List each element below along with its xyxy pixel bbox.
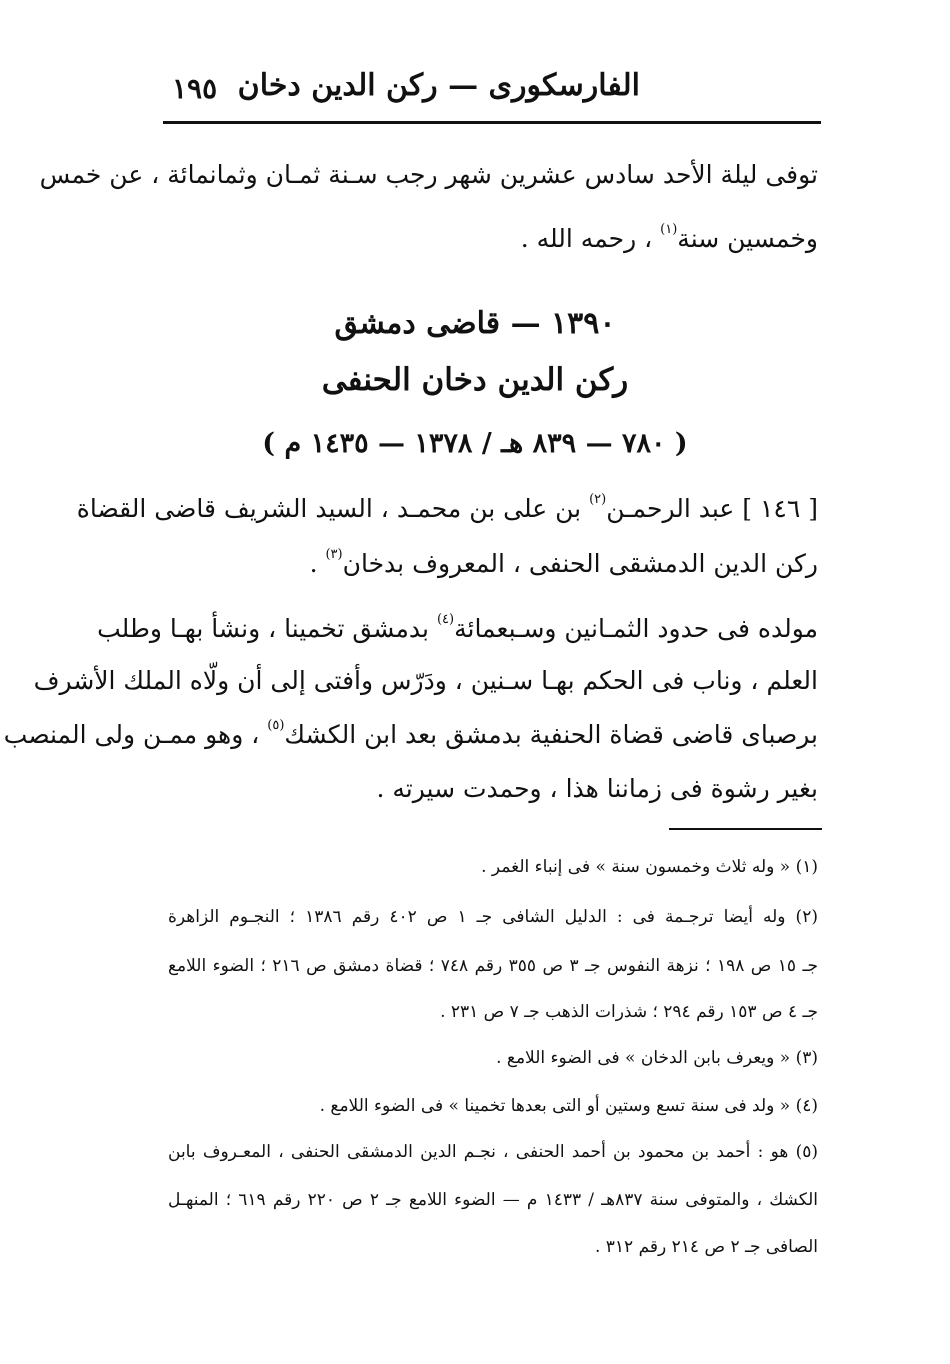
footnote-5-line-3: الصافى جـ ٢ ص ٢١٤ رقم ٣١٢ .: [594, 1237, 818, 1257]
paragraph2-line-3-b: ، وهو ممـن ولى المنصب: [3, 720, 260, 749]
footnote-ref-1: (١): [660, 222, 678, 237]
intro-line-2-text: وخمسين سنة: [677, 224, 818, 253]
entry-dates: ( ٧٨٠ — ٨٣٩ هـ / ١٣٧٨ — ١٤٣٥ م ): [262, 428, 688, 459]
footnote-ref-3: (٣): [325, 547, 343, 562]
paragraph2-line-1-b: بدمشق تخمينا ، ونشأ بهـا وطلب: [97, 614, 429, 643]
paragraph2-line-3: [3, 718, 818, 752]
footnote-2-line-1: (٢) وله أيضا ترجـمة فى : الدليل الشافى جـ ١ ص ٤٠٢ رقم ١٣٨٦ ؛ النجـوم الزاهرة: [168, 907, 818, 927]
paragraph2-line-1-a: مولده فى حدود الثمـانين وسـبعمائة: [454, 614, 818, 643]
running-header: [160, 62, 825, 112]
paragraph1-line-1-a: [ ١٤٦ ] عبد الرحمـن: [606, 494, 818, 523]
paragraph1-line-2-b: .: [309, 549, 318, 578]
intro-line-2: [168, 222, 818, 256]
footnote-2-line-3: جـ ٤ ص ١٥٣ رقم ٢٩٤ ؛ شذرات الذهب جـ ٧ ص ٢٣١ .: [440, 1002, 818, 1022]
paragraph2-line-2: العلم ، وناب فى الحكم بهـا سـنين ، ودَرّس وأفتى إلى أن ولّاه الملك الأشرف: [33, 666, 818, 695]
entry-heading: ١٣٩٠ — قاضى دمشق: [334, 306, 616, 341]
footnote-3: (٣) « ويعرف بابن الدخان » فى الضوء اللامع .: [496, 1048, 818, 1068]
paragraph2-line-4: بغير رشوة فى زماننا هذا ، وحمدت سيرته .: [376, 774, 818, 803]
page-number: ١٩٥: [172, 72, 218, 105]
entry-name: ركن الدين دخان الحنفى: [321, 362, 629, 398]
footnote-1: (١) « وله ثلاث وخمسون سنة » فى إنباء الغمر .: [481, 857, 818, 877]
footnote-5-line-2: الكشك ، والمتوفى سنة ٨٣٧هـ / ١٤٣٣ م — الضوء اللامع جـ ٢ ص ٢٢٠ رقم ٦١٩ ؛ المنهـل: [168, 1190, 819, 1210]
footnote-ref-5: (٥): [267, 718, 285, 733]
paragraph2-line-1: [97, 612, 818, 646]
paragraph2-line-3-a: برصباى قاضى قضاة الحنفية بدمشق بعد ابن الكشك: [284, 720, 818, 749]
paragraph1-line-1: [76, 492, 818, 526]
running-title: الفارسكورى — ركن الدين دخان: [237, 68, 640, 103]
footnote-2-line-2: جـ ١٥ ص ١٩٨ ؛ نزهة النفوس جـ ٣ ص ٣٥٥ رقم ٧٤٨ ؛ قضاة دمشق ص ٢١٦ ؛ الضوء اللامع: [168, 956, 818, 976]
footnote-rule: [669, 828, 822, 830]
paragraph1-line-1-b: بن على بن محمـد ، السيد الشريف قاضى القضاة: [76, 494, 582, 523]
paragraph1-line-2: [168, 547, 818, 581]
footnote-5-line-1: (٥) هو : أحمد بن محمود بن أحمد الحنفى ، نجـم الدين الدمشقى الحنفى ، المعـروف بابن: [168, 1142, 818, 1162]
intro-line-1: توفى ليلة الأحد سادس عشرين شهر رجب سـنة ثمـان وثمانمائة ، عن خمس: [39, 160, 818, 189]
header-rule: [163, 121, 821, 124]
footnote-ref-4: (٤): [436, 612, 455, 627]
paragraph1-line-2-a: ركن الدين الدمشقى الحنفى ، المعروف بدخان: [342, 549, 818, 578]
footnote-4: (٤) « ولد فى سنة تسع وستين أو التى بعدها تخمينا » فى الضوء اللامع .: [319, 1096, 818, 1116]
intro-line-2-tail: ، رحمه الله .: [520, 224, 653, 253]
footnote-ref-2: (٢): [589, 492, 607, 507]
